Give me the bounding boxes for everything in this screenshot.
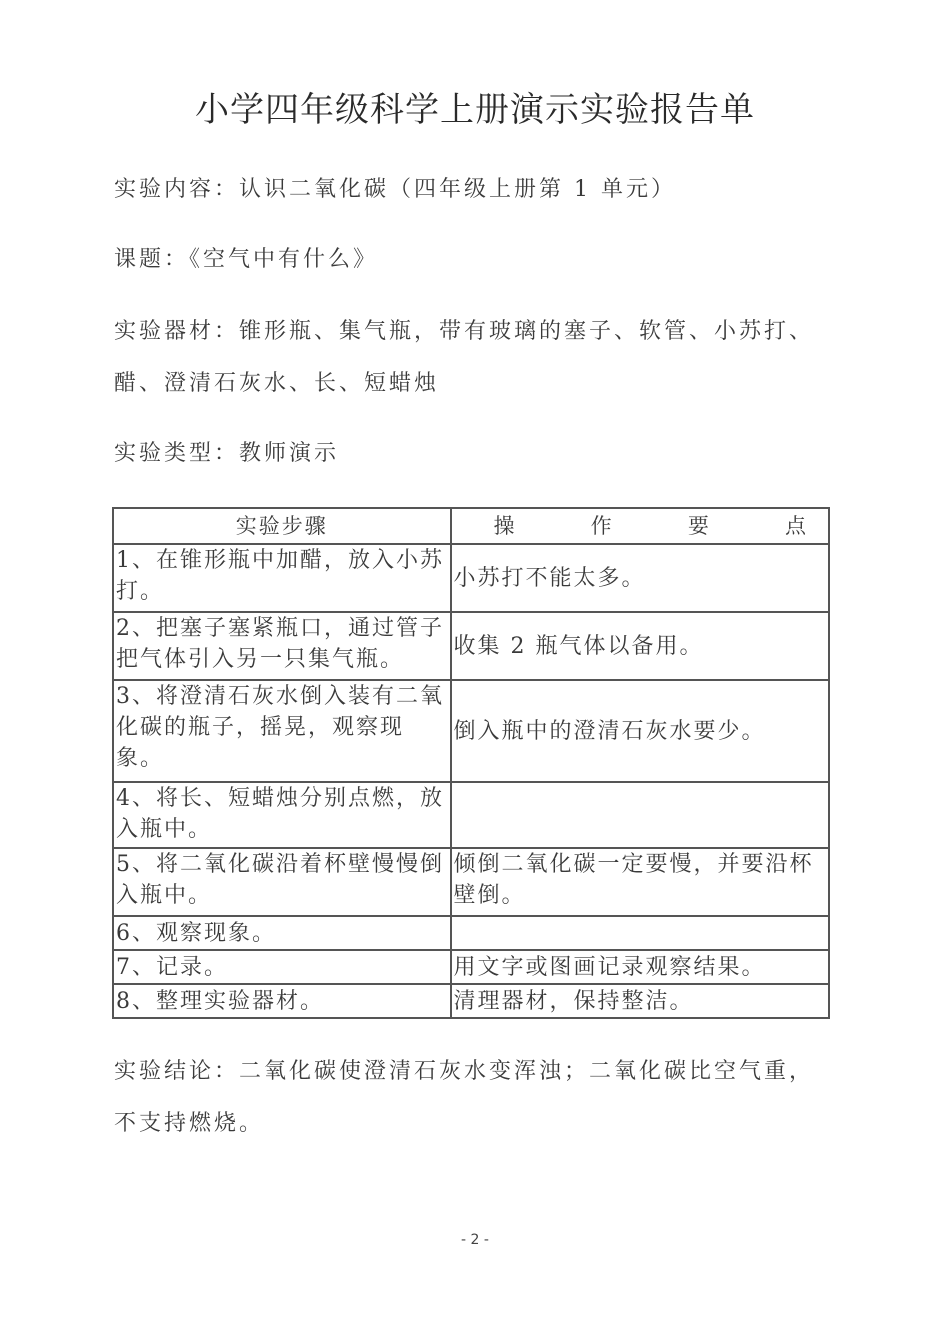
point-cell: 倾倒二氧化碳一定要慢，并要沿杯壁倒。: [451, 848, 829, 916]
experiment-type: 实验类型：教师演示: [114, 441, 340, 466]
table-row: [113, 950, 829, 984]
table-row: [113, 544, 829, 612]
table-row: [113, 782, 829, 848]
point-cell: 小苏打不能太多。: [451, 544, 829, 612]
point-cell: 倒入瓶中的澄清石灰水要少。: [451, 680, 829, 782]
table-row: [113, 916, 829, 950]
step-cell: 1、在锥形瓶中加醋，放入小苏打。: [113, 544, 451, 612]
step-cell: 7、记录。: [113, 950, 451, 984]
steps-table: [112, 507, 830, 1019]
table-row: [113, 680, 829, 782]
header-key-points: [451, 508, 829, 544]
page-number: - 2 -: [461, 1232, 489, 1248]
table-row: [113, 612, 829, 680]
point-cell: 收集 2 瓶气体以备用。: [451, 612, 829, 680]
point-cell: 清理器材，保持整洁。: [451, 984, 829, 1018]
header-step: 实验步骤: [113, 508, 451, 544]
step-cell: 5、将二氧化碳沿着杯壁慢慢倒入瓶中。: [113, 848, 451, 916]
point-cell: 用文字或图画记录观察结果。: [451, 950, 829, 984]
point-cell: [451, 782, 829, 848]
header-point-char: 作: [590, 513, 614, 538]
experiment-conclusion: 实验结论：二氧化碳使澄清石灰水变浑浊；二氧化碳比空气重，不支持燃烧。: [114, 1059, 815, 1136]
experiment-equipment: 实验器材：锥形瓶、集气瓶，带有玻璃的塞子、软管、小苏打、醋、澄清石灰水、长、短蜡烛: [114, 319, 815, 396]
point-cell: [451, 916, 829, 950]
header-point-char: 点: [784, 513, 808, 538]
experiment-content: 实验内容：认识二氧化碳（四年级上册第 1 单元）: [114, 177, 676, 202]
header-point-char: 要: [687, 513, 711, 538]
table-row: [113, 984, 829, 1018]
step-cell: 3、将澄清石灰水倒入装有二氧化碳的瓶子，摇晃，观察现象。: [113, 680, 451, 782]
step-cell: 2、把塞子塞紧瓶口，通过管子把气体引入另一只集气瓶。: [113, 612, 451, 680]
document-title: 小学四年级科学上册演示实验报告单: [195, 90, 755, 130]
header-point-char: 操: [493, 513, 517, 538]
table-row: [113, 848, 829, 916]
step-cell: 6、观察现象。: [113, 916, 451, 950]
experiment-topic: 课题：《空气中有什么》: [114, 247, 379, 272]
table-header-row: [113, 508, 829, 544]
step-cell: 8、整理实验器材。: [113, 984, 451, 1018]
step-cell: 4、将长、短蜡烛分别点燃，放入瓶中。: [113, 782, 451, 848]
